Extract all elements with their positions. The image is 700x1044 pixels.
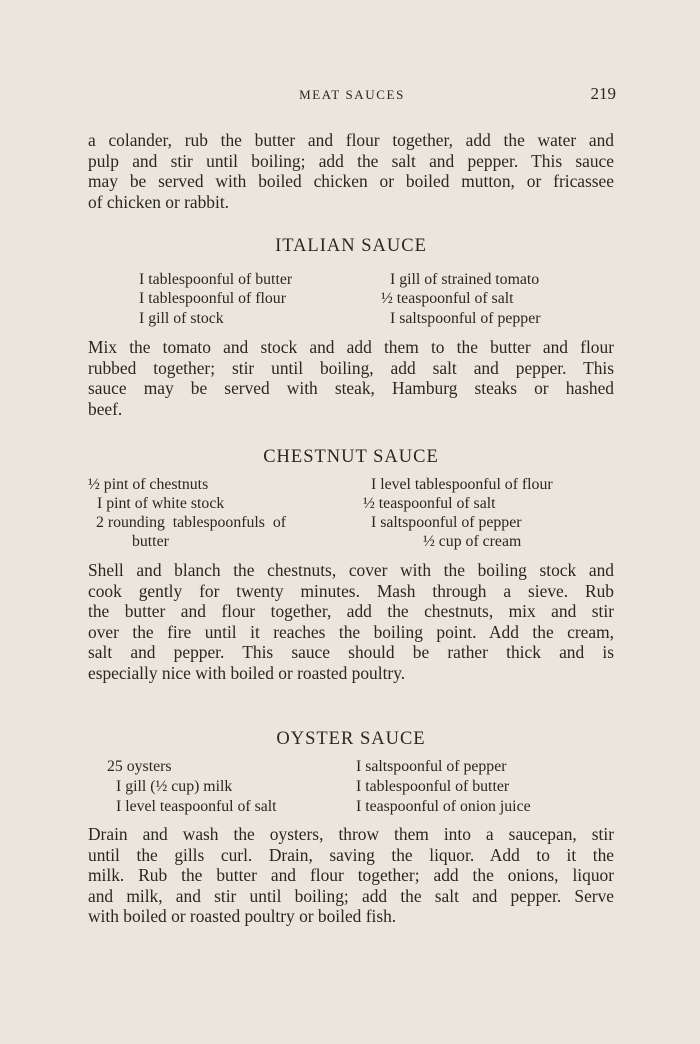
- ingredient: I tablespoonful of butter: [356, 778, 510, 795]
- text-line: sauce may be served with steak, Hamburg steaks or hashed: [88, 378, 614, 399]
- oyster-sauce-directions: [88, 824, 614, 927]
- ingredient: I level teaspoonful of salt: [116, 798, 277, 815]
- ingredient: I tablespoonful of flour: [139, 290, 286, 307]
- ingredient: I gill (½ cup) milk: [116, 778, 233, 795]
- text-line: Mix the tomato and stock and add them to the butter and flour: [88, 337, 614, 357]
- ingredient: ½ pint of chestnuts: [88, 476, 209, 493]
- page-header: [88, 84, 616, 109]
- ingredient: ½ teaspoonful of salt: [363, 495, 496, 512]
- ingredient: I saltspoonful of pepper: [371, 514, 522, 531]
- italian-sauce-directions: [88, 337, 614, 419]
- section-title-oyster-sauce: OYSTER SAUCE: [276, 729, 426, 749]
- text-line: Drain and wash the oysters, throw them into a saucepan, stir: [88, 824, 614, 844]
- ingredient: ½ cup of cream: [423, 533, 522, 550]
- text-line: with boiled or roasted poultry or boiled fish.: [88, 906, 397, 927]
- text-line: may be served with boiled chicken or boiled mutton, or fricassee: [88, 171, 614, 192]
- ingredient: 25 oysters: [107, 758, 172, 775]
- ingredient: I gill of strained tomato: [390, 271, 540, 288]
- ingredient: I gill of stock: [139, 310, 224, 327]
- page-number: 219: [590, 84, 616, 103]
- ingredient: I saltspoonful of pepper: [356, 758, 507, 775]
- ingredient: I level tablespoonful of flour: [371, 476, 553, 493]
- running-head: MEAT SAUCES: [299, 87, 405, 102]
- text-line: beef.: [88, 398, 123, 419]
- text-line: the butter and flour together, add the chestnuts, mix and stir: [88, 601, 614, 622]
- text-line: over the fire until it reaches the boiling point. Add the cream,: [88, 621, 614, 642]
- text-line: especially nice with boiled or roasted poultry.: [88, 662, 406, 683]
- ingredient: I pint of white stock: [97, 495, 225, 512]
- text-line: pulp and stir until boiling; add the salt and pepper. This sauce: [88, 150, 614, 171]
- ingredient: butter: [132, 533, 169, 550]
- intro-paragraph: [88, 130, 614, 212]
- text-line: Shell and blanch the chestnuts, cover with the boiling stock and: [88, 560, 614, 580]
- text-line: milk. Rub the butter and flour together; add the onions, liquor: [88, 865, 614, 886]
- text-line: of chicken or rabbit.: [88, 191, 230, 212]
- chestnut-sauce-directions: [88, 560, 614, 684]
- ingredient: I teaspoonful of onion juice: [356, 798, 531, 815]
- ingredient: I saltspoonful of pepper: [390, 310, 541, 327]
- ingredient: ½ teaspoonful of salt: [381, 290, 514, 307]
- text-line: until the gills curl. Drain, saving the liquor. Add to it the: [88, 844, 614, 865]
- text-line: a colander, rub the butter and flour together, add the water and: [88, 130, 614, 150]
- section-title-chestnut-sauce: CHESTNUT SAUCE: [263, 447, 439, 467]
- text-line: cook gently for twenty minutes. Mash through a sieve. Rub: [88, 580, 614, 601]
- ingredient: I tablespoonful of butter: [139, 271, 293, 288]
- text-line: rubbed together; stir until boiling, add salt and pepper. This: [88, 357, 614, 378]
- text-line: and milk, and stir until boiling; add the salt and pepper. Serve: [88, 885, 614, 906]
- section-title-italian-sauce: ITALIAN SAUCE: [275, 236, 427, 256]
- text-line: salt and pepper. This sauce should be rather thick and is: [88, 642, 614, 663]
- ingredient: 2 rounding tablespoonfuls of: [96, 514, 286, 531]
